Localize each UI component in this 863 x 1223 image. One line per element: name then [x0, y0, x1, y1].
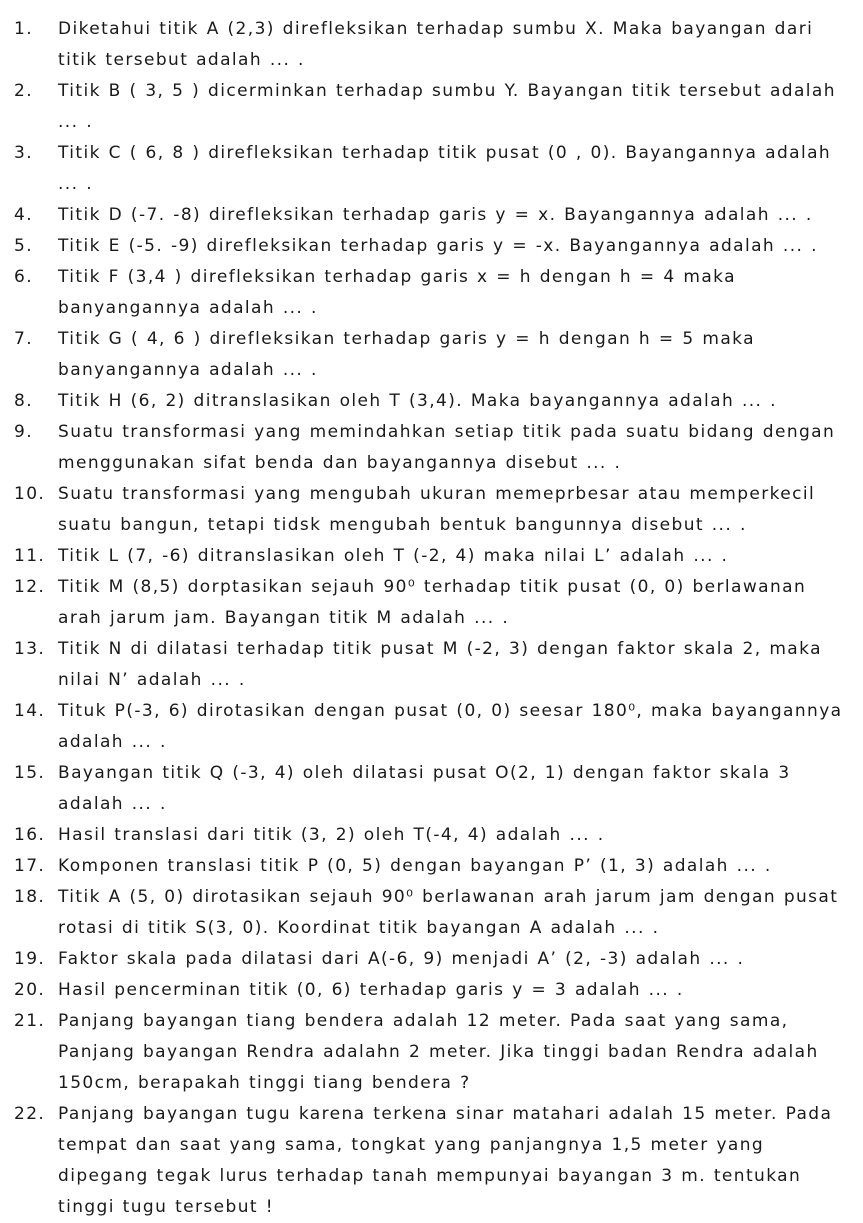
- question-text: Titik B ( 3, 5 ) dicerminkan terhadap sumbu Y. Bayangan titik tersebut adalah ... .: [58, 81, 836, 132]
- question-item: [0, 758, 863, 820]
- question-number: 12.: [14, 577, 46, 597]
- question-item: [0, 262, 863, 324]
- question-item: [0, 634, 863, 696]
- question-item: [0, 386, 863, 417]
- question-text: Titik L (7, -6) ditranslasikan oleh T (-2, 4) maka nilai L’ adalah ... .: [58, 546, 729, 566]
- question-text: Titik D (-7. -8) direfleksikan terhadap garis y = x. Bayangannya adalah ... .: [58, 205, 813, 225]
- question-number: 6.: [14, 267, 34, 287]
- question-item: [0, 944, 863, 975]
- question-number: 16.: [14, 825, 46, 845]
- question-number: 22.: [14, 1104, 46, 1124]
- question-number: 1.: [14, 19, 34, 39]
- question-text: Titik E (-5. -9) direfleksikan terhadap garis y = -x. Bayangannya adalah ... .: [58, 236, 818, 256]
- question-number: 13.: [14, 639, 46, 659]
- question-number: 18.: [14, 887, 46, 907]
- question-text: Suatu transformasi yang mengubah ukuran memeprbesar atau memperkecil suatu bangun, tetapi tidsk mengubah bentuk bangunnya disebut ... .: [58, 484, 816, 535]
- question-item: [0, 76, 863, 138]
- question-text: Titik N di dilatasi terhadap titik pusat M (-2, 3) dengan faktor skala 2, maka nilai N’ adalah ... .: [58, 639, 822, 690]
- question-text: Bayangan titik Q (-3, 4) oleh dilatasi pusat O(2, 1) dengan faktor skala 3 adalah ... .: [58, 763, 791, 814]
- question-number: 7.: [14, 329, 34, 349]
- question-item: [0, 851, 863, 882]
- question-item: [0, 541, 863, 572]
- question-number: 17.: [14, 856, 46, 876]
- question-text: Titik G ( 4, 6 ) direfleksikan terhadap garis y = h dengan h = 5 maka banyangannya adalah ... .: [58, 329, 755, 380]
- question-number: 15.: [14, 763, 46, 783]
- question-item: [0, 572, 863, 634]
- question-text: Komponen translasi titik P (0, 5) dengan bayangan P’ (1, 3) adalah ... .: [58, 856, 772, 876]
- question-number: 21.: [14, 1011, 46, 1031]
- question-number: 20.: [14, 980, 46, 1000]
- question-number: 19.: [14, 949, 46, 969]
- question-text: Suatu transformasi yang memindahkan setiap titik pada suatu bidang dengan menggunakan sifat benda dan bayangannya disebut ... .: [58, 422, 836, 473]
- question-number: 4.: [14, 205, 34, 225]
- question-item: [0, 1006, 863, 1099]
- question-item: [0, 975, 863, 1006]
- question-number: 9.: [14, 422, 34, 442]
- question-item: [0, 882, 863, 944]
- question-text: Panjang bayangan tugu karena terkena sinar matahari adalah 15 meter. Pada tempat dan saat yang sama, tongkat yang panjangnya 1,5 meter yang dipegang tegak lurus terhadap tanah mempunyai bayangan 3 m. tentukan tinggi tugu tersebut !: [58, 1104, 833, 1217]
- question-text: Titik A (5, 0) dirotasikan sejauh 90⁰ berlawanan arah jarum jam dengan pusat rotasi di titik S(3, 0). Koordinat titik bayangan A adalah ... .: [58, 887, 839, 938]
- question-text: Titik H (6, 2) ditranslasikan oleh T (3,4). Maka bayangannya adalah ... .: [58, 391, 777, 411]
- question-number: 2.: [14, 81, 34, 101]
- question-number: 10.: [14, 484, 46, 504]
- question-number: 11.: [14, 546, 46, 566]
- question-item: [0, 138, 863, 200]
- question-text: Hasil translasi dari titik (3, 2) oleh T(-4, 4) adalah ... .: [58, 825, 605, 845]
- question-text: Tituk P(-3, 6) dirotasikan dengan pusat (0, 0) seesar 180⁰, maka bayangannya adalah ... .: [58, 701, 843, 752]
- question-item: [0, 479, 863, 541]
- question-number: 8.: [14, 391, 34, 411]
- question-text: Diketahui titik A (2,3) direfleksikan terhadap sumbu X. Maka bayangan dari titik tersebut adalah ... .: [58, 19, 814, 70]
- question-number: 3.: [14, 143, 34, 163]
- question-text: Hasil pencerminan titik (0, 6) terhadap garis y = 3 adalah ... .: [58, 980, 684, 1000]
- question-text: Titik M (8,5) dorptasikan sejauh 90⁰ terhadap titik pusat (0, 0) berlawanan arah jarum jam. Bayangan titik M adalah ... .: [58, 577, 807, 628]
- question-item: [0, 820, 863, 851]
- question-text: Panjang bayangan tiang bendera adalah 12 meter. Pada saat yang sama, Panjang bayangan Rendra adalahn 2 meter. Jika tinggi badan Rendra adalah 150cm, berapakah tinggi tiang bendera ?: [58, 1011, 819, 1093]
- question-item: [0, 324, 863, 386]
- question-item: [0, 231, 863, 262]
- question-item: [0, 200, 863, 231]
- question-text: Titik F (3,4 ) direfleksikan terhadap garis x = h dengan h = 4 maka banyangannya adalah ... .: [58, 267, 736, 318]
- question-item: [0, 1099, 863, 1223]
- question-text: Titik C ( 6, 8 ) direfleksikan terhadap titik pusat (0 , 0). Bayangannya adalah ... .: [58, 143, 832, 194]
- question-item: [0, 696, 863, 758]
- question-text: Faktor skala pada dilatasi dari A(-6, 9) menjadi A’ (2, -3) adalah ... .: [58, 949, 745, 969]
- question-number: 14.: [14, 701, 46, 721]
- question-number: 5.: [14, 236, 34, 256]
- question-item: [0, 0, 863, 76]
- question-item: [0, 417, 863, 479]
